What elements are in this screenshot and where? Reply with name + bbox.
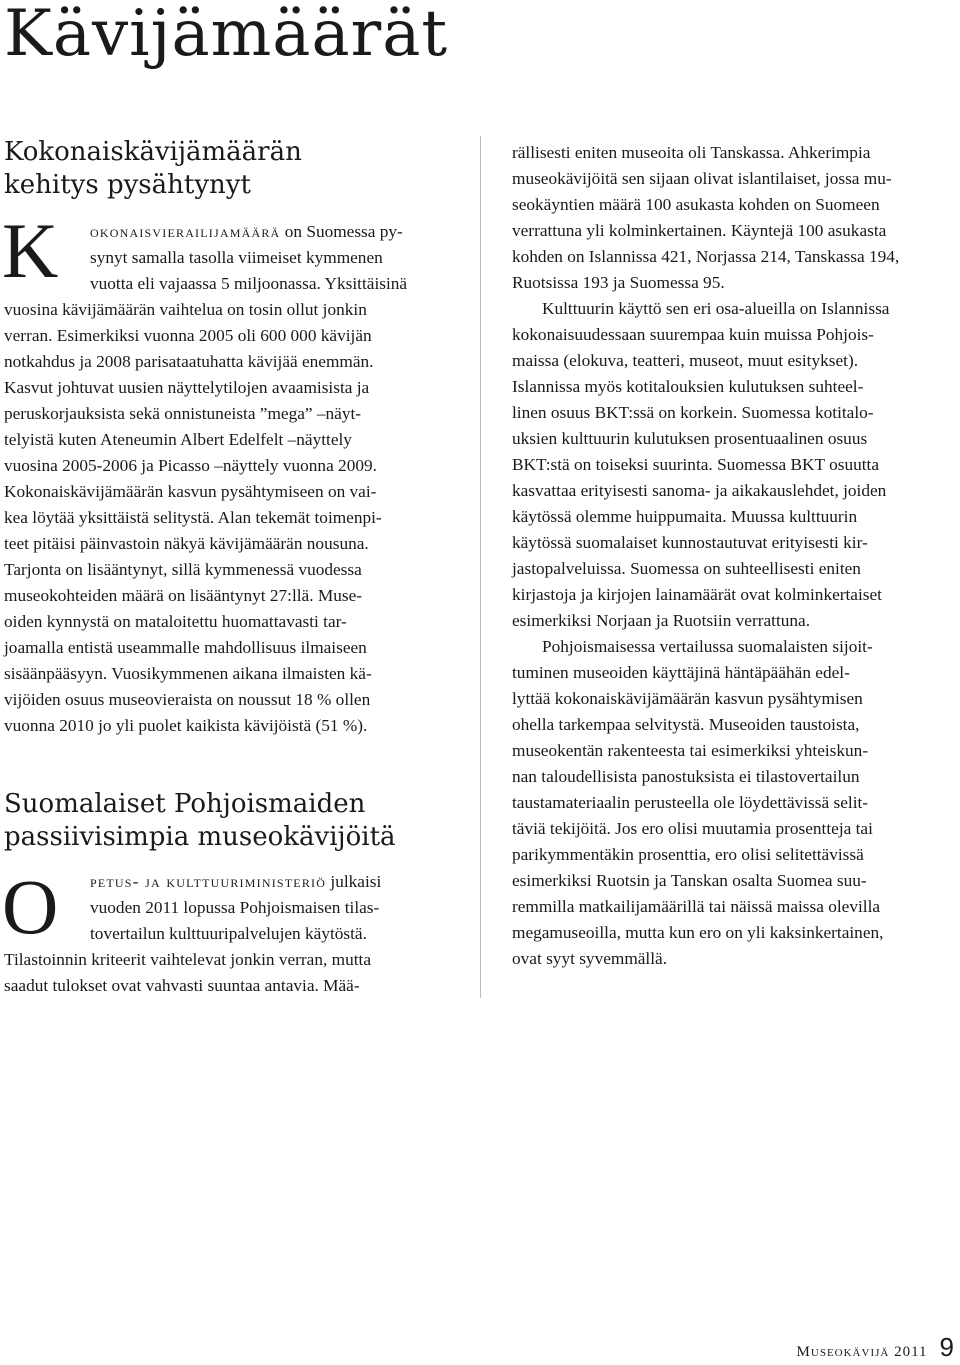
text-line: vijöiden osuus museovieraista on noussut 18 % ollen	[4, 690, 371, 709]
text-line: vuoden 2011 lopussa Pohjoismaisen tilas-	[90, 898, 380, 917]
text-line: notkahdus ja 2008 parisataatuhatta kävijää enemmän.	[4, 352, 374, 371]
text-line: ovat syyt syvemmällä.	[512, 949, 668, 968]
heading-line: kehitys pysähtynyt	[4, 170, 251, 200]
section2-paragraph	[2, 863, 452, 999]
text-line: rällisesti eniten museoita oli Tanskassa. Ahkerimpia	[512, 143, 871, 162]
text-line: joamalla entistä useammalle mahdollisuus ilmaiseen	[4, 638, 367, 657]
right-paragraph-1	[512, 140, 956, 296]
text-line: Kulttuurin käyttö sen eri osa-alueilla on Islannissa	[542, 299, 890, 318]
right-column	[512, 140, 956, 972]
text-line: ohella tarkempaa selvitystä. Museoiden taustoista,	[512, 715, 860, 734]
text-line: verrattuna yli kolminkertainen. Käyntejä 100 asukasta	[512, 221, 887, 240]
heading-line: Kokonaiskävijämäärän	[4, 137, 302, 167]
text-line: linen osuus BKT:ssä on korkein. Suomessa kotitalo-	[512, 403, 874, 422]
text-line: peruskorjauksista sekä onnistuneista ”mega” –näyt-	[4, 404, 362, 423]
heading-line: passiivisimpia museokävijöitä	[4, 822, 396, 852]
text-line: museokävijöitä sen sijaan olivat islantilaiset, jossa mu-	[512, 169, 892, 188]
text-line: käytössä olemme huippumaita. Muussa kulttuurin	[512, 507, 858, 526]
text-line: sisäänpääsyyn. Vuosikymmenen aikana ilmaisten kä-	[4, 664, 372, 683]
text-line: esimerkiksi Norjaan ja Ruotsiin verrattuna.	[512, 611, 811, 630]
text-line: museokentän rakenteesta tai esimerkiksi yhteiskun-	[512, 741, 869, 760]
text-line: jastopalveluissa. Suomessa on suhteellisesti eniten	[512, 559, 861, 578]
text-line: parikymmentäkin prosenttia, ero olisi selitettävissä	[512, 845, 864, 864]
page-footer	[797, 1334, 954, 1361]
text-line: oiden kynnystä on mataloitettu huomattavasti tar-	[4, 612, 347, 631]
section-heading-total-visitors	[4, 136, 302, 202]
right-paragraph-3	[512, 634, 956, 972]
text-line: Islannissa myös kotitalouksien kulutuksen suhteel-	[512, 377, 864, 396]
text-line: Ruotsissa 193 ja Suomessa 95.	[512, 273, 725, 292]
lead-smallcaps: petus- ja kulttuuriministeriö	[90, 872, 327, 891]
text-line: käytössä suomalaiset kunnostautuvat erityisesti kir-	[512, 533, 868, 552]
text-line: esimerkiksi Ruotsin ja Tanskan osalta Suomea suu-	[512, 871, 867, 890]
text-line: vuotta eli vajaassa 5 miljoonassa. Yksittäisinä	[90, 274, 408, 293]
drop-cap: K	[2, 207, 59, 294]
text-line: remmilla matkailijamäärillä tai näissä maissa olevilla	[512, 897, 881, 916]
text-line: BKT:stä on toiseksi suurinta. Suomessa BKT osuutta	[512, 455, 879, 474]
heading-line: Suomalaiset Pohjoismaiden	[4, 789, 366, 819]
text-line: kirjastoja ja kirjojen lainamäärät ovat kolminkertaiset	[512, 585, 882, 604]
text-line: verran. Esimerkiksi vuonna 2005 oli 600 000 kävijän	[4, 326, 372, 345]
text-line: nan taloudellisista panostuksista ei tilastovertailun	[512, 767, 860, 786]
text-line: Kasvut johtuvat uusien näyttelytilojen avaamisista ja	[4, 378, 370, 397]
text-line: Tilastoinnin kriteerit vaihtelevat jonkin verran, mutta	[4, 950, 371, 969]
text-line: tovertailun kulttuuripalvelujen käytöstä.	[90, 924, 367, 943]
text-line: seokäyntien määrä 100 asukasta kohden on Suomeen	[512, 195, 880, 214]
text-line: museokohteiden määrä on lisääntynyt 27:llä. Muse-	[4, 586, 363, 605]
text-line: Pohjoismaisessa vertailussa suomalaisten sijoit-	[542, 637, 873, 656]
text-line: lyttää kokonaiskävijämäärän kasvun pysähtymisen	[512, 689, 863, 708]
text-line: Tarjonta on lisääntynyt, sillä kymmenessä vuodessa	[4, 560, 362, 579]
text-line: synyt samalla tasolla viimeiset kymmenen	[90, 248, 383, 267]
text-line: vuosina kävijämäärän vaihtelua on tosin ollut jonkin	[4, 300, 367, 319]
publication-name: Museokävijä 2011	[796, 1344, 928, 1360]
text-line: saadut tulokset ovat vahvasti suuntaa antavia. Mää-	[4, 976, 360, 995]
lead-smallcaps: okonaisvierailijamäärä	[90, 222, 281, 241]
text-line: teet pitäisi päinvastoin näkyä kävijämäärän nousuna.	[4, 534, 369, 553]
section-heading-nordic-comparison	[4, 788, 396, 854]
text-line: kasvattaa erityisesti sanoma- ja aikakauslehdet, joiden	[512, 481, 887, 500]
right-paragraph-2	[512, 296, 956, 634]
text-line: kokonaisuudessaan suurempaa kuin muissa Pohjois-	[512, 325, 874, 344]
text-line: maissa (elokuva, teatteri, museot, muut esitykset).	[512, 351, 859, 370]
text-line: petus- ja kulttuuriministeriö julkaisi	[90, 872, 382, 891]
text-line: täviä tekijöitä. Jos ero olisi muutamia prosentteja tai	[512, 819, 873, 838]
drop-cap: O	[2, 863, 59, 950]
text-line: kohden on Islannissa 421, Norjassa 214, Tanskassa 194,	[512, 247, 900, 266]
text-line: okonaisvierailijamäärä on Suomessa py-	[90, 222, 403, 241]
text-line: megamuseoilla, mutta kun ero on yli kaksinkertainen,	[512, 923, 884, 942]
text-line: uksien kulttuurin kulutuksen prosentuaalinen osuus	[512, 429, 868, 448]
text-line: Kokonaiskävijämäärän kasvun pysähtymiseen on vai-	[4, 482, 377, 501]
page-number: 9	[939, 1332, 954, 1362]
text-line: telyistä kuten Ateneumin Albert Edelfelt –näyttely	[4, 430, 352, 449]
text-line: vuonna 2010 jo yli puolet kaikista kävijöistä (51 %).	[4, 716, 368, 735]
section1-paragraph	[4, 219, 452, 739]
text-line: tuminen museoiden käyttäjinä häntäpäähän edel-	[512, 663, 850, 682]
text-line: kea löytää yksittäistä selitystä. Alan tekemät toimenpi-	[4, 508, 382, 527]
text-line: vuosina 2005-2006 ja Picasso –näyttely vuonna 2009.	[4, 456, 377, 475]
column-divider	[480, 136, 481, 998]
text-line: taustamateriaalin perusteella ole löydettävissä selit-	[512, 793, 869, 812]
page-title: Kävijämäärät	[4, 0, 449, 71]
